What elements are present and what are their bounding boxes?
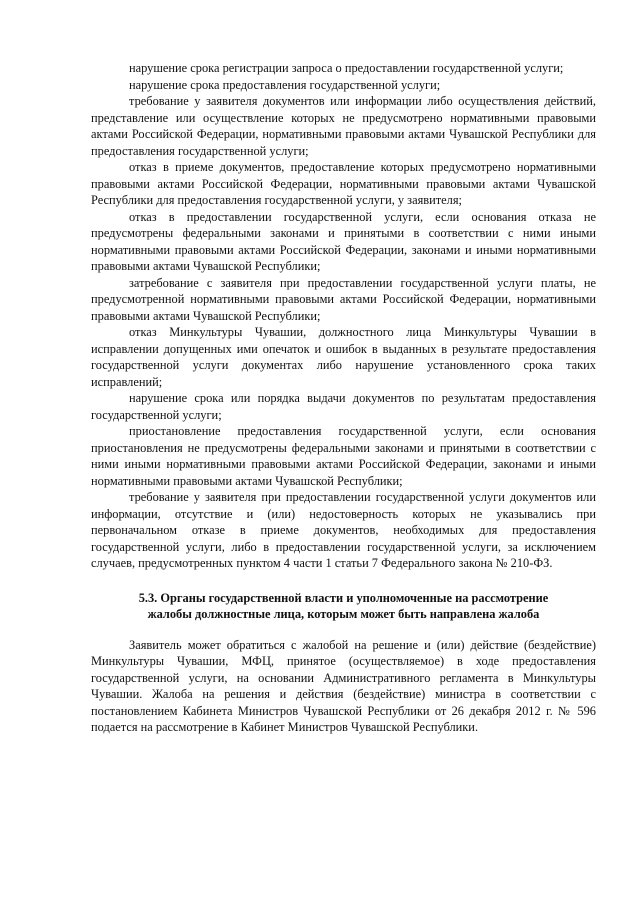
list-item: приостановление предоставления государственной услуги, если основания приостановления не предусмотрены федеральными законами и принятыми в соответствии с ними иными нормативными правовыми актами Российской Федерации, законами и иными нормативными правовыми актами Чувашской Республики;: [91, 424, 596, 488]
document-page: [91, 60, 596, 736]
list-item: отказ в приеме документов, предоставление которых предусмотрено нормативными правовыми актами Российской Федерации, нормативными правовыми актами Чувашской Республики для предоставления государственной услуги, у заявителя;: [91, 160, 596, 207]
violations-list: [91, 60, 596, 572]
section-heading-line-1: 5.3. Органы государственной власти и уполномоченные на рассмотрение: [138, 590, 549, 605]
list-item: требование у заявителя при предоставлении государственной услуги документов или информации, отсутствие и (или) недостоверность которых не указывались при первоначальном отказе в приеме документов, необходимых для предоставления государственной услуги, либо в предоставлении государственной услуги, за исключением случаев, предусмотренных пунктом 4 части 1 статьи 7 Федерального закона № 210-ФЗ.: [91, 490, 596, 570]
list-item: нарушение срока или порядка выдачи документов по результатам предоставления государственной услуги;: [91, 391, 596, 422]
list-item: нарушение срока предоставления государственной услуги;: [129, 77, 441, 92]
section-heading: [91, 590, 596, 623]
list-item: нарушение срока регистрации запроса о предоставлении государственной услуги;: [129, 61, 564, 75]
list-item: отказ в предоставлении государственной услуги, если основания отказа не предусмотрены федеральными законами и принятыми в соответствии с ними иными нормативными правовыми актами Российской Федерации, законами и иными нормативными правовыми актами Чувашской Республики;: [91, 209, 596, 273]
list-item: отказ Минкультуры Чувашии, должностного лица Минкультуры Чувашии в исправлении допущенных ими опечаток и ошибок в выданных в результате предоставления государственной услуги документах либо нарушение установленного срока таких исправлений;: [91, 325, 596, 389]
list-item: требование у заявителя документов или информации либо осуществления действий, представление или осуществление которых не предусмотрено нормативными правовыми актами Российской Федерации, нормативными правовыми актами Чувашской Республики для предоставления государственной услуги;: [91, 94, 596, 158]
section-heading-line-2: жалобы должностные лица, которым может быть направлена жалоба: [147, 607, 540, 621]
list-item: затребование с заявителя при предоставлении государственной услуги платы, не предусмотренной нормативными правовыми актами Российской Федерации, нормативными правовыми актами Чувашской Республики;: [91, 275, 596, 323]
heading-spacer: [91, 623, 596, 637]
section-body-paragraph: Заявитель может обратиться с жалобой на решение и (или) действие (бездействие) Минкультуры Чувашии, МФЦ, принятое (осуществляемое) в ходе предоставления государственной услуги, на основании Административного регламента в Минкультуры Чувашии. Жалоба на решения и действия (бездействие) министра в соответствии с постановлением Кабинета Министров Чувашской Республики от 26 декабря 2012 г. № 596 подается на рассмотрение в Кабинет Министров Чувашской Республики.: [91, 637, 596, 734]
